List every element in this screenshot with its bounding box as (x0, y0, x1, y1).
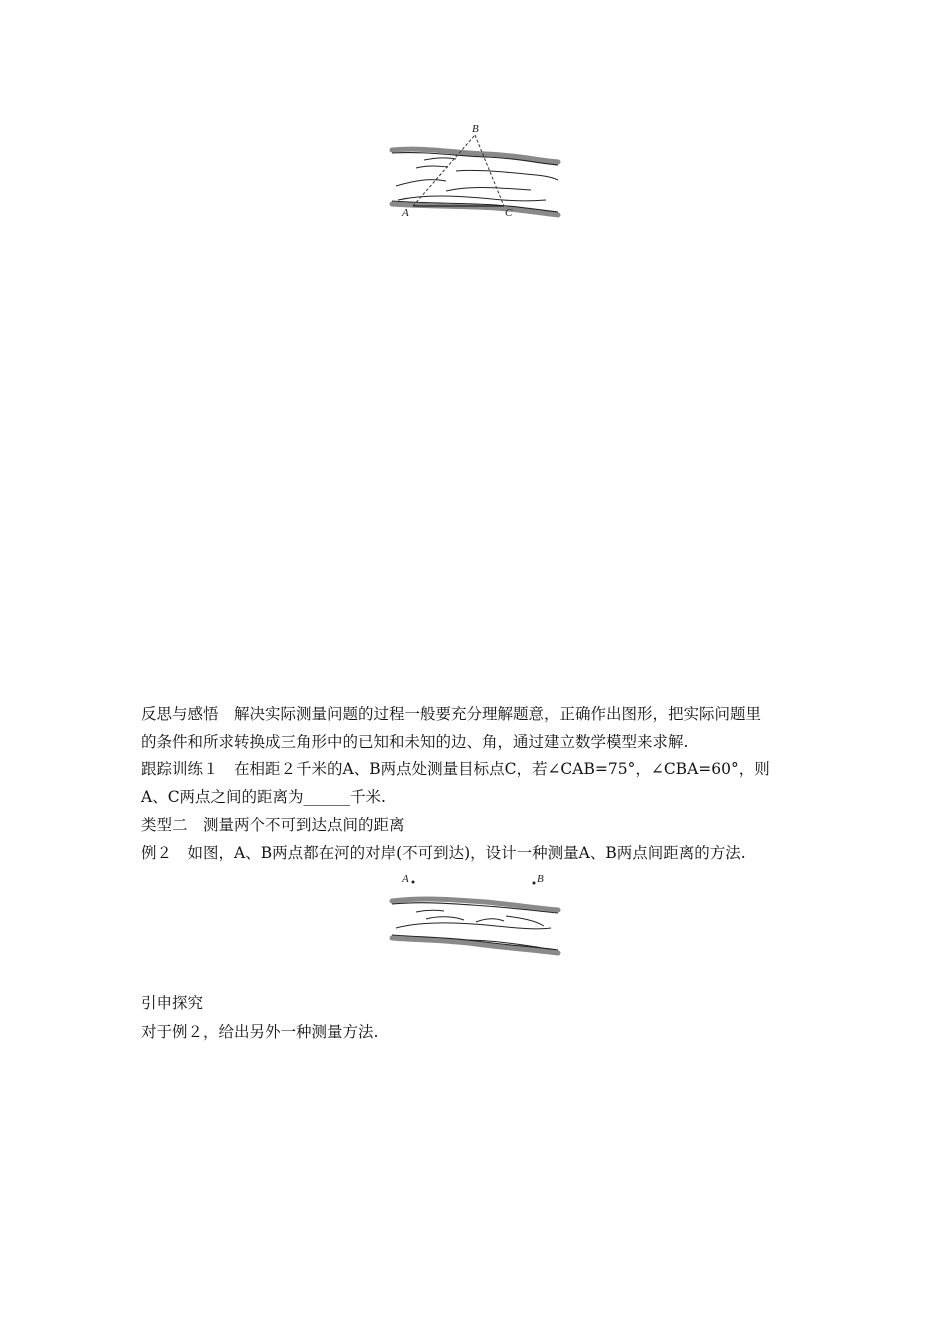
extension-body: 对于例２，给出另外一种测量方法. (141, 1023, 379, 1041)
point-a-label: A (402, 207, 409, 219)
extension-heading: 引申探究 (141, 994, 204, 1012)
example-2-text: 例２ 如图，A、B两点都在河的对岸(不可到达)，设计一种测量A、B两点间距离的方法. (141, 844, 746, 862)
point-b-label: B (537, 873, 544, 885)
reflection-line-1: 反思与感悟 解决实际测量问题的过程一般要充分理解题意，正确作出图形，把实际问题里 (141, 705, 762, 723)
training-line-1: 跟踪训练１ 在相距２千米的A、B两点处测量目标点C，若∠CAB=75°，∠CBA=60°，则 (141, 760, 770, 778)
river-triangle-figure (386, 120, 566, 225)
river-points-figure (386, 868, 566, 963)
point-c-label: C (505, 207, 513, 219)
reflection-line-2: 的条件和所求转换成三角形中的已知和未知的边、角，通过建立数学模型来求解. (141, 733, 689, 751)
point-b-label: B (472, 123, 479, 135)
training-line-2: A、C两点之间的距离为______千米. (141, 788, 386, 806)
point-a-label: A (402, 873, 409, 885)
type-two-heading: 类型二 测量两个不可到达点间的距离 (141, 816, 405, 834)
